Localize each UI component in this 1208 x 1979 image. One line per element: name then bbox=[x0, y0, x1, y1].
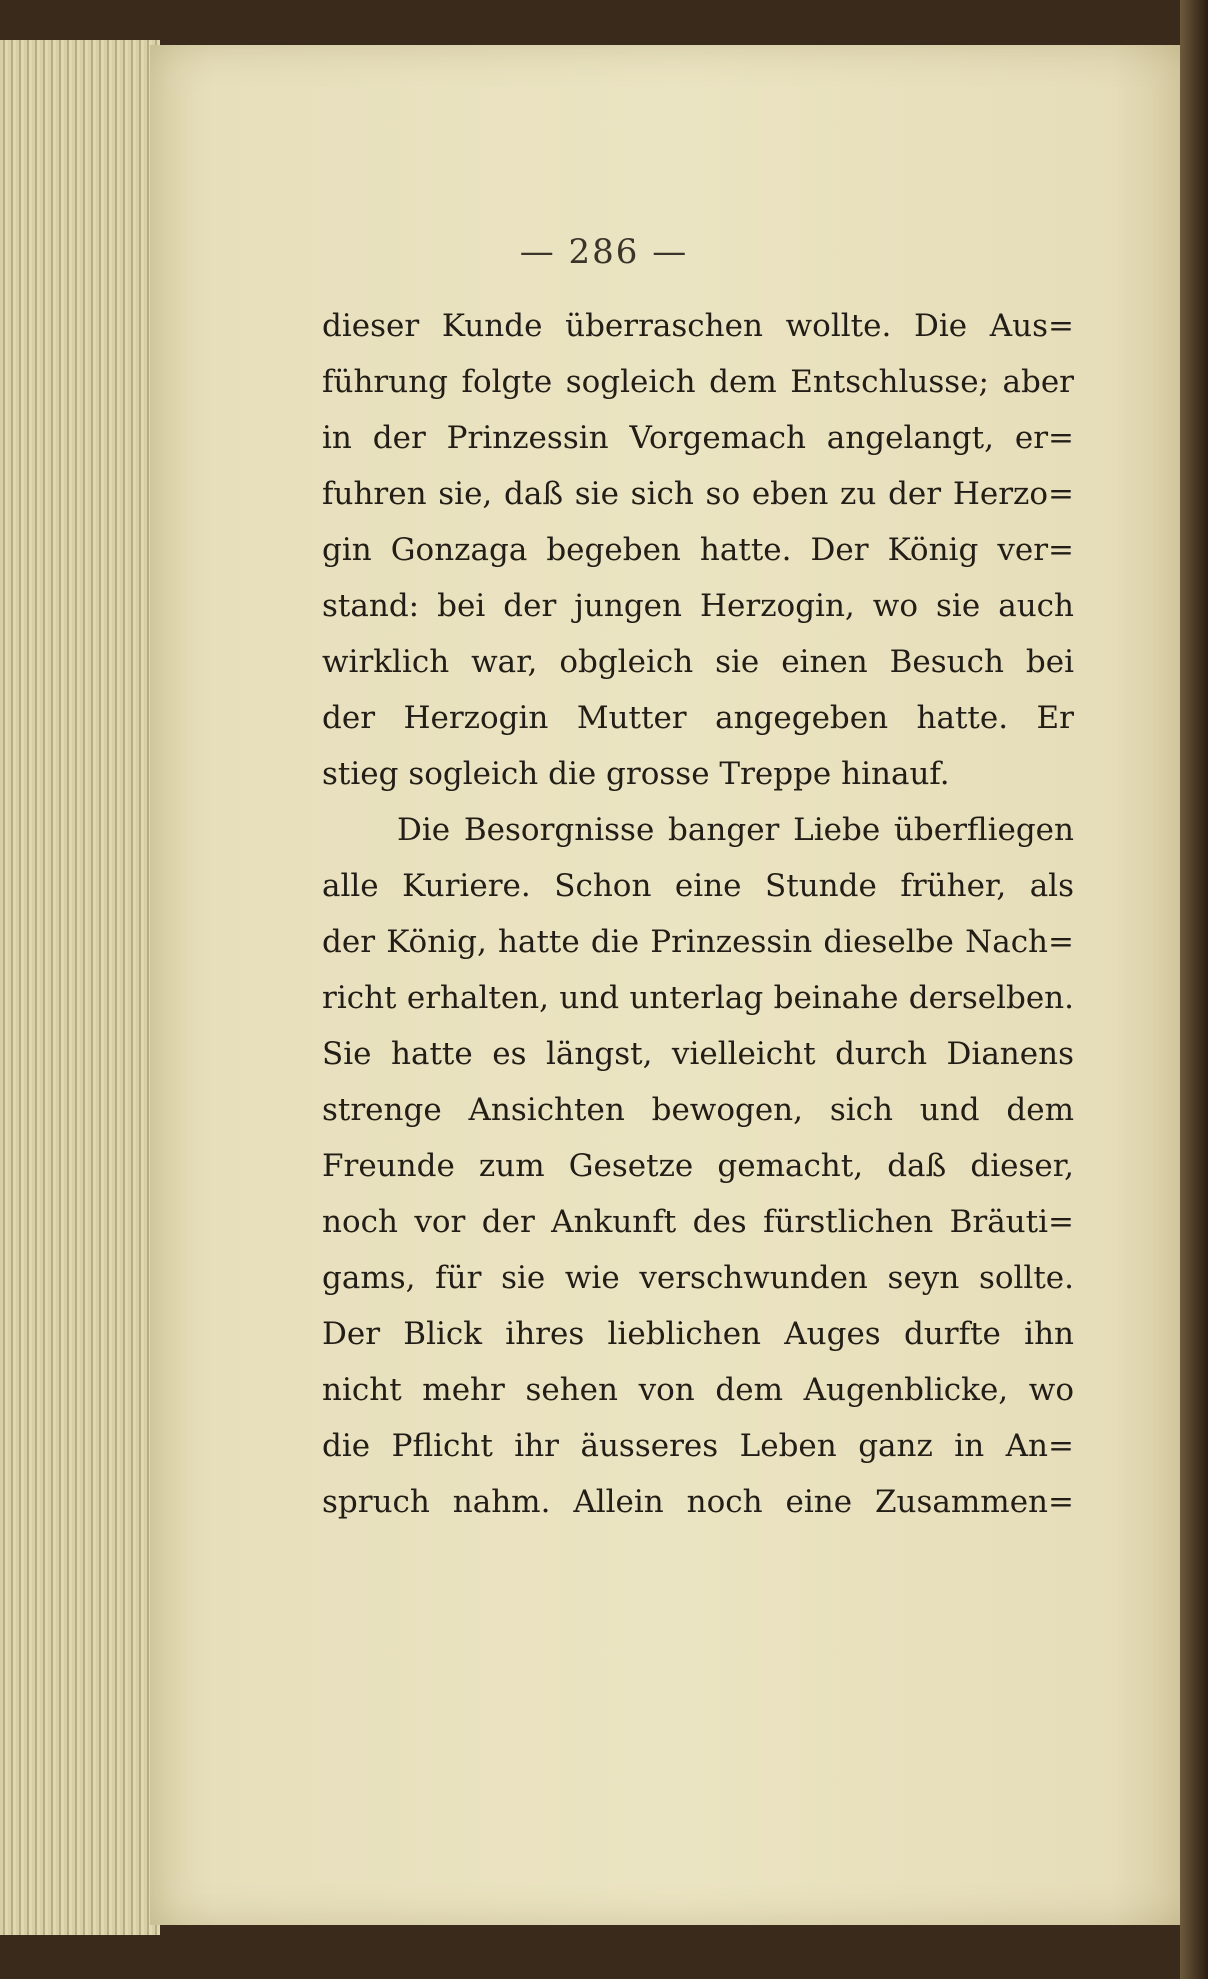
text-line: Freunde zum Gesetze gemacht, daß dieser, bbox=[322, 1148, 1074, 1184]
text-line: führung folgte sogleich dem Entschlusse; aber bbox=[322, 364, 1074, 400]
text-line: noch vor der Ankunft des fürstlichen Bräuti= bbox=[322, 1204, 1074, 1240]
text-line: die Pflicht ihr äusseres Leben ganz in An= bbox=[322, 1428, 1074, 1464]
text-line: gams, für sie wie verschwunden seyn sollte. bbox=[322, 1260, 1074, 1296]
text-line: dieser Kunde überraschen wollte. Die Aus= bbox=[322, 308, 1074, 344]
body-text bbox=[322, 298, 1074, 1530]
text-line: wirklich war, obgleich sie einen Besuch bei bbox=[322, 644, 1074, 680]
text-line: in der Prinzessin Vorgemach angelangt, er= bbox=[322, 420, 1074, 456]
text-line: Sie hatte es längst, vielleicht durch Dianens bbox=[322, 1036, 1074, 1072]
text-line: alle Kuriere. Schon eine Stunde früher, als bbox=[322, 868, 1074, 904]
text-line: stand: bei der jungen Herzogin, wo sie auch bbox=[322, 588, 1074, 624]
text-line: der Herzogin Mutter angegeben hatte. Er bbox=[322, 700, 1074, 736]
text-line: der König, hatte die Prinzessin dieselbe Nach= bbox=[322, 924, 1074, 960]
book-binding bbox=[1180, 0, 1208, 1979]
text-line: fuhren sie, daß sie sich so eben zu der Herzo= bbox=[322, 476, 1074, 512]
text-line: spruch nahm. Allein noch eine Zusammen= bbox=[322, 1484, 1074, 1520]
text-line: nicht mehr sehen von dem Augenblicke, wo bbox=[322, 1372, 1074, 1408]
page-edges bbox=[0, 40, 160, 1935]
page-number-header: — 286 — bbox=[519, 232, 689, 272]
text-line: Der Blick ihres lieblichen Auges durfte ihn bbox=[322, 1316, 1074, 1352]
text-line: strenge Ansichten bewogen, sich und dem bbox=[322, 1092, 1074, 1128]
text-line: richt erhalten, und unterlag beinahe derselben. bbox=[322, 980, 1074, 1016]
text-line: gin Gonzaga begeben hatte. Der König ver= bbox=[322, 532, 1074, 568]
text-line: stieg sogleich die grosse Treppe hinauf. bbox=[322, 756, 950, 792]
text-line: Die Besorgnisse banger Liebe überfliegen bbox=[397, 812, 1074, 848]
